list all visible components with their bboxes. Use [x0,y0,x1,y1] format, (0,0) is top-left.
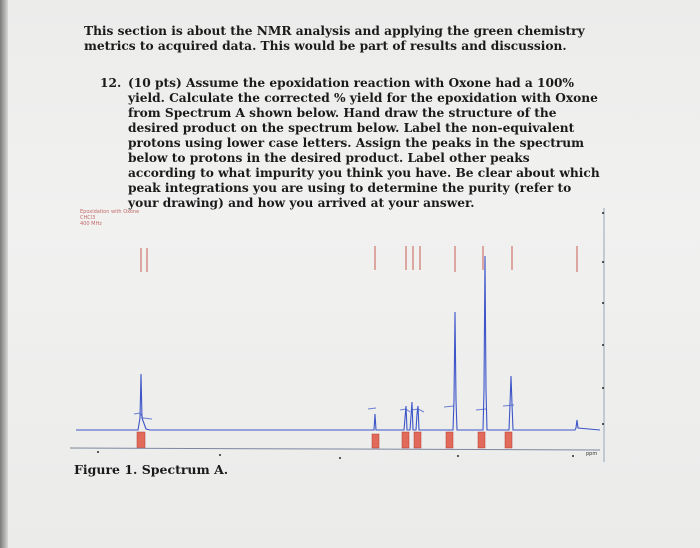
ppm-axis [70,448,600,450]
figure-caption: Figure 1. Spectrum A. [74,462,229,477]
spectrum-trace [76,256,600,430]
spectrum-legend-line: 400 MHz [80,221,102,227]
ppm-axis-dots [97,451,574,459]
peak-label-markers [141,246,577,272]
ppm-axis-label: ppm [586,451,598,457]
question-text: (10 pts) Assume the epoxidation reaction with Oxone had a 100% yield. Calculate the corrected % yield for the epoxidation with Oxone from Spectrum A shown below. Hand draw the structure of the desired product on the spectrum below. Label the non-equivalent protons using lower case letters. Assign the peaks in the spectrum below to protons in the desired product. Label other peaks according to what impurity you think you have. Be clear about which peak integrations you are using to determine the purity (refer to your drawing) and how you arrived at your answer. [128,76,600,210]
integration-labels [137,432,512,448]
question-number: 12. [100,76,122,90]
section-intro: This section is about the NMR analysis and applying the green chemistry metrics to acquired data. This would be part of results and discussion. [84,24,585,53]
spectrum-legend-line: Epoxidation with Oxone [80,209,140,215]
spectrum-legend-line: CHCl3 [80,215,96,221]
